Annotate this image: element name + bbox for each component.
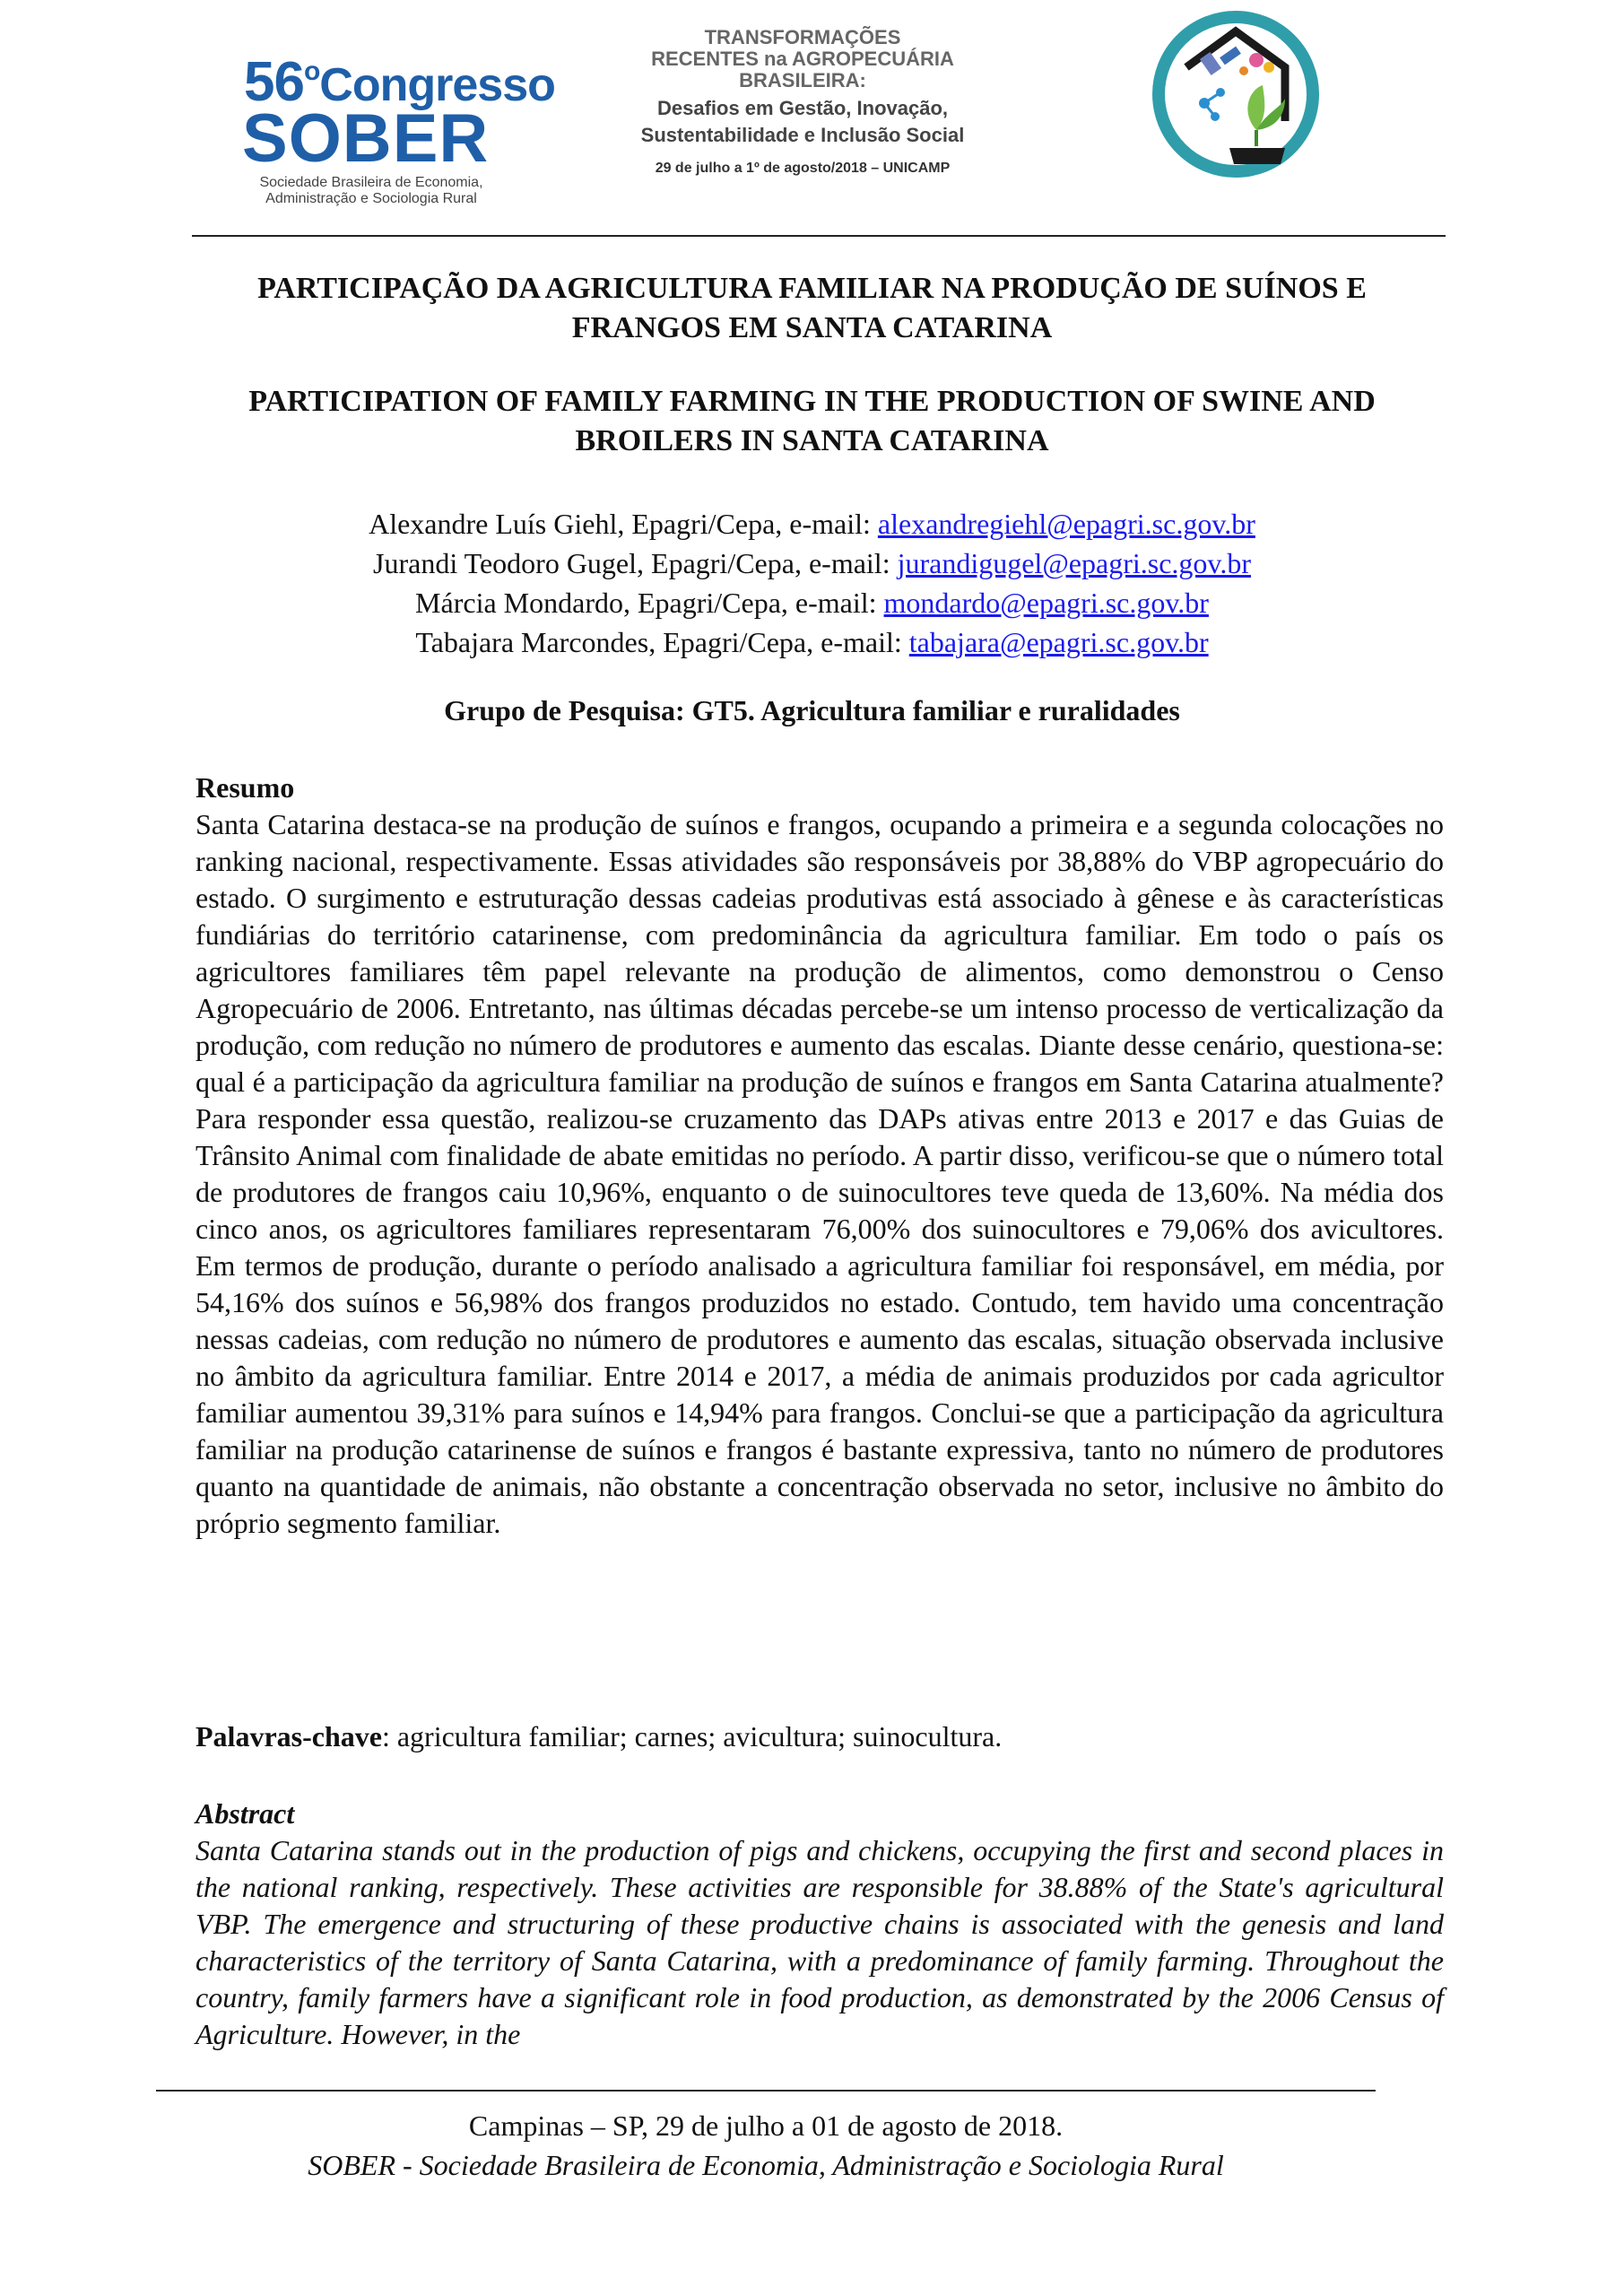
congress-theme-logo <box>628 27 977 178</box>
author-text: Tabajara Marcondes, Epagri/Cepa, e-mail: <box>415 626 909 658</box>
sober-logo <box>240 49 555 206</box>
page-header <box>0 0 1624 235</box>
title-portuguese <box>135 269 1489 348</box>
author-line <box>135 504 1489 544</box>
resumo-text: Santa Catarina destaca-se na produção de suínos e frangos, ocupando a primeira e a segunda colocações no ranking nacional, respectivamente. Essas atividades são responsáveis por 38,88% do VBP agropecuário do estado. O surgimento e estruturação dessas cadeias produtivas está associado à gênese e às características fundiárias do território catarinense, com predominância da agricultura familiar. Em todo o país os agricultores familiares têm papel relevante na produção de alimentos, como demonstrou o Censo Agropecuário de 2006. Entretanto, nas últimas décadas percebe-se um intenso processo de verticalização da produção, com redução no número de produtores e aumento das escalas. Diante desse cenário, questiona-se: qual é a participação da agricultura familiar na produção de suínos e frangos em Santa Catarina atualmente? Para responder essa questão, realizou-se cruzamento das DAPs ativas entre 2013 e 2017 e das Guias de Trânsito Animal com finalidade de abate emitidas no período. A partir disso, verificou-se que o número total de produtores de frangos caiu 10,96%, enquanto o de suinocultores teve queda de 13,60%. Na média dos cinco anos, os agricultores familiares representaram 76,00% dos suinocultores e 79,06% dos avicultores. Em termos de produção, durante o período analisado a agricultura familiar foi responsável, em média, por 54,16% dos suínos e 56,98% dos frangos produzidos no estado. Contudo, tem havido uma concentração nessas cadeias, com redução no número de produtores e aumento das escalas, situação observada inclusive no âmbito da agricultura familiar. Entre 2014 e 2017, a média de animais produzidos por cada agricultor familiar aumentou 39,31% para suínos e 14,94% para frangos. Conclui-se que a participação da agricultura familiar na produção catarinense de suínos e frangos é bastante expressiva, tanto no número de produtores quanto na quantidade de animais, não obstante a concentração observada no setor, inclusive no âmbito do próprio segmento familiar. <box>195 808 1444 1539</box>
author-email-link[interactable]: alexandregiehl@epagri.sc.gov.br <box>877 508 1255 540</box>
author-email-link[interactable]: mondardo@epagri.sc.gov.br <box>883 587 1209 619</box>
keywords-text: : agricultura familiar; carnes; avicultura; suinocultura. <box>381 1720 1003 1752</box>
author-text: Márcia Mondardo, Epagri/Cepa, e-mail: <box>415 587 884 619</box>
logo-subtitle-line1: Sociedade Brasileira de Economia, <box>259 175 483 190</box>
theme-line4: Desafios em Gestão, Inovação, <box>656 97 949 119</box>
research-group: Grupo de Pesquisa: GT5. Agricultura familiar e ruralidades <box>444 694 1180 726</box>
theme-line2: RECENTES na AGROPECUÁRIA <box>651 48 954 70</box>
theme-line5: Sustentabilidade e Inclusão Social <box>640 124 965 146</box>
theme-dates: 29 de julho a 1º de agosto/2018 – UNICAMP <box>655 161 951 176</box>
theme-line1: TRANSFORMAÇÕES <box>704 26 901 48</box>
keywords <box>195 1718 1444 1755</box>
author-email-link[interactable]: tabajara@epagri.sc.gov.br <box>908 626 1209 658</box>
author-email-link[interactable]: jurandigugel@epagri.sc.gov.br <box>897 547 1251 579</box>
footer-organization: SOBER - Sociedade Brasileira de Economia, Administração e Sociologia Rural <box>308 2149 1224 2181</box>
title-pt-line2: FRANGOS EM SANTA CATARINA <box>571 311 1053 344</box>
resumo-section <box>195 770 1444 1542</box>
author-text: Jurandi Teodoro Gugel, Epagri/Cepa, e-mail: <box>373 547 898 579</box>
title-pt-line1: PARTICIPAÇÃO DA AGRICULTURA FAMILIAR NA PRODUÇÃO DE SUÍNOS E <box>257 272 1367 305</box>
logo-ordinal: o <box>303 57 320 86</box>
author-text: Alexandre Luís Giehl, Epagri/Cepa, e-mail: <box>369 508 878 540</box>
abstract-heading: Abstract <box>195 1797 295 1830</box>
resumo-heading: Resumo <box>195 771 295 804</box>
theme-line3: BRASILEIRA: <box>739 69 866 91</box>
header-divider <box>192 235 1446 237</box>
abstract-section <box>195 1796 1444 2053</box>
congress-emblem-icon <box>1151 4 1321 188</box>
logo-word: Congresso <box>319 59 555 111</box>
title-en-line2: BROILERS IN SANTA CATARINA <box>575 424 1049 457</box>
logo-subtitle <box>246 175 497 207</box>
footer-location: Campinas – SP, 29 de julho a 01 de agosto de 2018. <box>468 2109 1064 2142</box>
title-en-line1: PARTICIPATION OF FAMILY FARMING IN THE PRODUCTION OF SWINE AND <box>248 385 1376 418</box>
author-line <box>135 622 1489 662</box>
title-english <box>135 382 1489 461</box>
author-line <box>135 583 1489 622</box>
author-line <box>135 544 1489 583</box>
footer-divider <box>156 2090 1376 2092</box>
keywords-label: Palavras-chave <box>195 1720 382 1752</box>
abstract-text: Santa Catarina stands out in the production of pigs and chickens, occupying the first and second places in the national ranking, respectively. These activities are responsible for 38.88% of the State's agricultural VBP. The emergence and structuring of these productive chains is associated with the genesis and land characteristics of the territory of Santa Catarina, with a predominance of family farming. Throughout the country, family farmers have a significant role in food production, as demonstrated by the 2006 Census of Agriculture. However, in the <box>195 1834 1444 2050</box>
logo-number: 56 <box>244 51 304 113</box>
page-footer <box>156 2106 1376 2185</box>
logo-brand: SOBER <box>242 100 490 177</box>
logo-subtitle-line2: Administração e Sociologia Rural <box>265 191 477 206</box>
author-list <box>135 504 1489 662</box>
